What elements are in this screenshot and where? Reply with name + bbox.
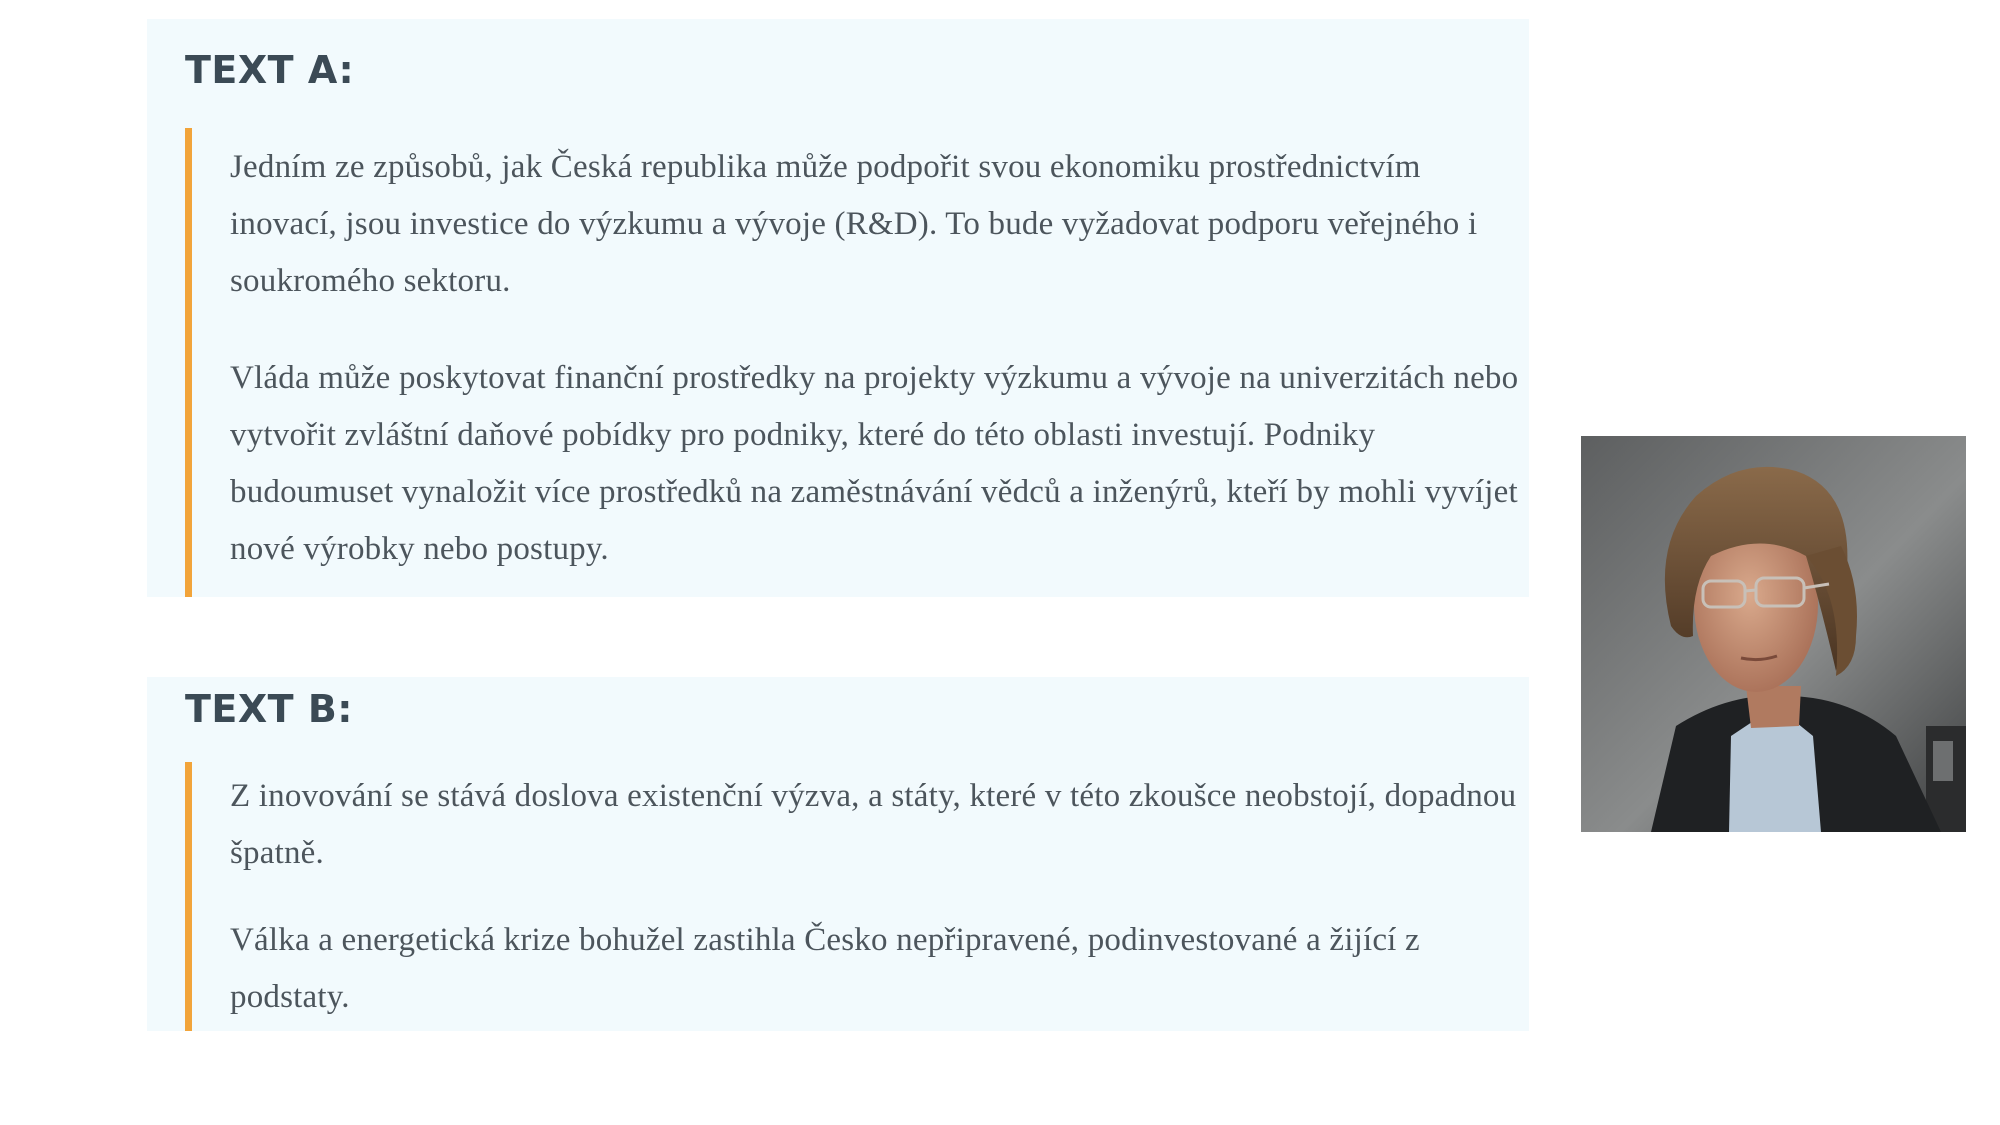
text-b-quote [185,762,1529,1031]
portrait-photo [1581,436,1966,832]
text-a-heading: TEXT A: [185,48,355,92]
text-b-card [147,677,1529,1031]
text-b-heading: TEXT B: [185,687,353,731]
text-a-paragraph-2: Vláda může poskytovat finanční prostředky na projekty výzkumu a vývoje na univerzitách nebo vytvořit zvláštní daňové pobídky pro podniky, které do této oblasti investují. Podniky budoumuset vynaložit více prostředků na zaměstnávání vědců a inženýrů, kteří by mohli vyvíjet nové výrobky nebo postupy. [230,360,1519,567]
text-b-paragraph-2: Válka a energetická krize bohužel zastihla Česko nepřipravené, podinvestované a žijící z podstaty. [230,922,1420,1015]
text-b-paragraph-1: Z inovování se stává doslova existenční výzva, a státy, které v této zkoušce neobstojí, dopadnou špatně. [230,778,1517,871]
text-a-card [147,19,1529,597]
text-a-paragraph-1: Jedním ze způsobů, jak Česká republika může podpořit svou ekonomiku prostřednictvím inovací, jsou investice do výzkumu a vývoje (R&D). To bude vyžadovat podporu veřejného i soukromého sektoru. [230,149,1478,299]
text-a-quote [185,128,1529,597]
